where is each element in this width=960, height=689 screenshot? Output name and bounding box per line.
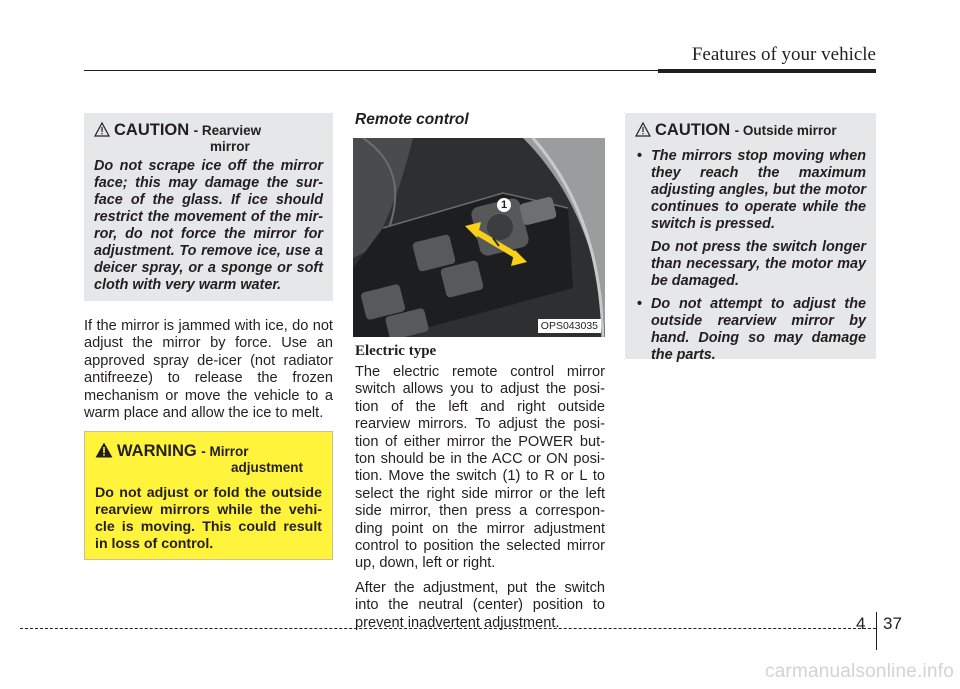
caution-rearview-title-2: mirror (210, 139, 250, 154)
callout-number-1 (497, 198, 511, 212)
remote-control-paragraph-2: After the adjustment, put the switch into the neutral (center) position to prevent inadvertent adjustment. (355, 579, 605, 631)
electric-type-heading: Electric type (355, 343, 437, 359)
caution-rearview-title-1: - Rearview (193, 123, 262, 138)
remote-control-paragraph-1: The electric remote control mirror switch allows you to adjust the posi-tion of the left and right outside rearview mirrors. To adjust the posi-tion of either mirror the POWER but-ton should be in the ACC or ON posi-tion. Move the switch (1) to R or L to select the right side mirror or the left side mirror, then press a correspon-ding point on the mirror adjustment control to position the selected mirror up, down, left or right. (355, 364, 605, 572)
caution-rearview-heading (94, 121, 323, 154)
caution-outside-item-1 (635, 148, 866, 290)
photo-caption: OPS043035 (538, 319, 601, 333)
warning-mirror-box (84, 431, 333, 560)
door-switch-illustration (353, 138, 605, 337)
caution-outside-title: - Outside mirror (734, 123, 837, 138)
caution-outside-heading (635, 121, 866, 140)
caution-outside-item-1-text: The mirrors stop moving when they reach the maximum adjusting angles, but the motor continues to operate while the switch is pressed. (651, 148, 866, 232)
warning-mirror-heading (95, 442, 322, 475)
caution-label: CAUTION (655, 121, 731, 139)
caution-outside-box (625, 113, 876, 363)
chapter-number: 4 (856, 614, 866, 633)
warning-mirror-title-1: - Mirror (201, 444, 249, 459)
warning-triangle-icon (95, 442, 113, 458)
caution-triangle-icon (635, 122, 651, 137)
bullet: • (637, 148, 643, 164)
header-title: Features of your vehicle (691, 44, 876, 65)
caution-label: CAUTION (114, 121, 190, 139)
bullet: • (637, 296, 643, 312)
caution-outside-item-1-text2: Do not press the switch longer than necessary, the motor may be damaged. (651, 239, 866, 289)
header-bar (658, 69, 876, 73)
watermark: carmanualsonline.info (764, 661, 954, 682)
caution-outside-item-2 (635, 296, 866, 364)
remote-control-heading: Remote control (355, 111, 469, 128)
mirror-switch-photo (353, 138, 605, 337)
warning-mirror-body: Do not adjust or fold the outside rearview mirrors while the vehi-cle is moving. This could result in loss of control. (95, 485, 322, 552)
caution-triangle-icon (94, 122, 110, 137)
page-number-divider (876, 612, 877, 650)
page-number: 37 (883, 614, 902, 633)
callout-number-text: 1 (500, 199, 508, 211)
footer-rule (20, 628, 876, 629)
caution-rearview-body: Do not scrape ice off the mirror face; this may damage the sur-face of the glass. If ice should restrict the movement of the mir-ror, do not force the mirror for adjustment. To remove ice, use a deicer spray, or a sponge or soft cloth with very warm water. (94, 158, 323, 293)
caution-rearview-box (84, 113, 333, 301)
warning-label: WARNING (117, 442, 197, 460)
caution-outside-item-2-text: Do not attempt to adjust the outside rearview mirror by hand. Doing so may damage the parts. (651, 296, 866, 363)
warning-mirror-title-2: adjustment (231, 460, 304, 475)
left-paragraph: If the mirror is jammed with ice, do not adjust the mirror by force. Use an approved spray de-icer (not radiator antifreeze) to release the frozen mechanism or move the vehicle to a warm place and allow the ice to melt. (84, 318, 333, 422)
caution-outside-list (635, 148, 866, 364)
header-rule (84, 70, 658, 71)
